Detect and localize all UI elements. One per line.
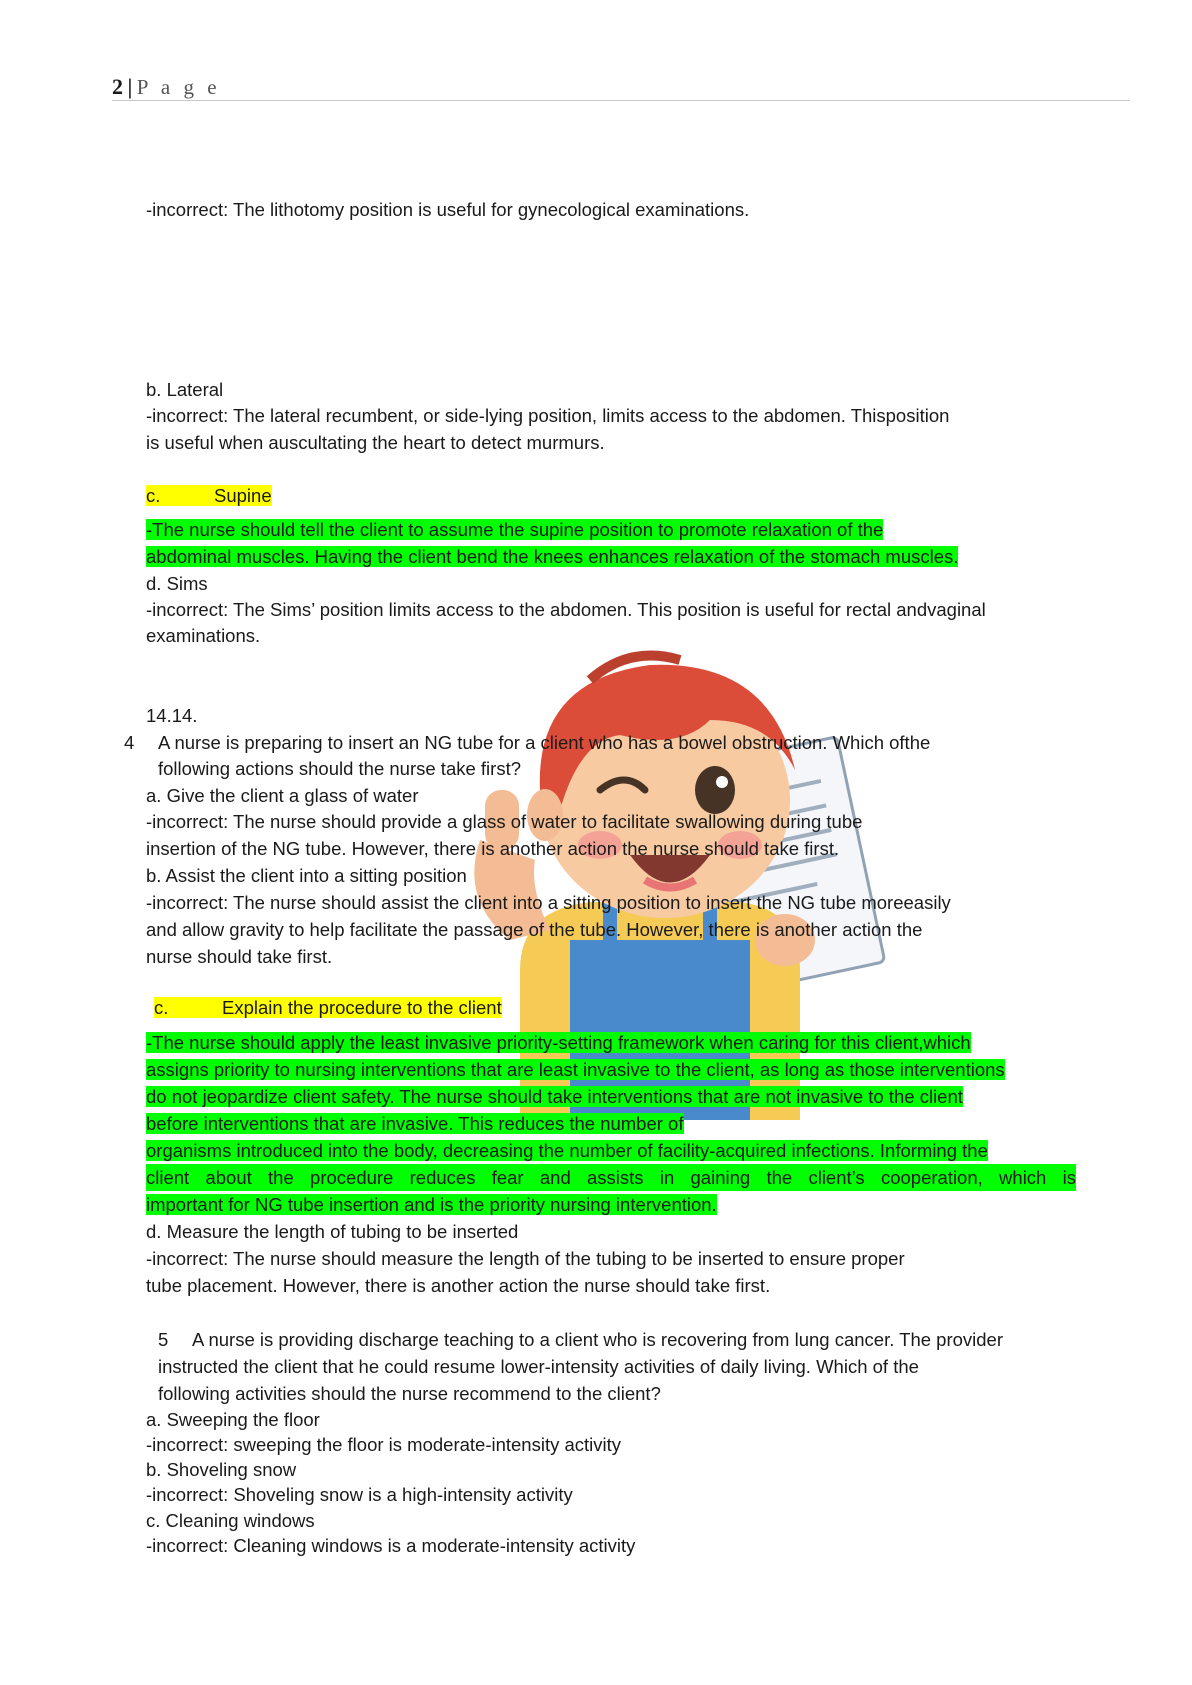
- q13-b-line1: -incorrect: The lateral recumbent, or side-lying position, limits access to the abdomen. Thisposition: [146, 405, 950, 426]
- page-header: [112, 74, 1130, 101]
- q15-b-line: -incorrect: Shoveling snow is a high-intensity activity: [146, 1484, 573, 1505]
- q15-stem-line2: instructed the client that he could resume lower-intensity activities of daily living. Which of the: [158, 1356, 919, 1377]
- q14-b-line1: -incorrect: The nurse should assist the client into a sitting position to insert the NG tube moreeasily: [146, 892, 951, 913]
- q14-c-expl1: -The nurse should apply the least invasive priority-setting framework when caring for this client,which: [146, 1032, 971, 1053]
- q14-d-line2: tube placement. However, there is another action the nurse should take first.: [146, 1275, 771, 1296]
- q13-option-b: b. Lateral: [146, 379, 224, 400]
- q13-c-expl2: abdominal muscles. Having the client bend the knees enhances relaxation of the stomach muscles.: [146, 546, 959, 567]
- page-separator: |: [127, 74, 133, 99]
- q15-c-line: -incorrect: Cleaning windows is a moderate-intensity activity: [146, 1535, 636, 1556]
- q14-c-expl6: client about the procedure reduces fear and assists in gaining the client’s cooperation, which is: [146, 1164, 1076, 1191]
- q14-c-text: Explain the procedure to the client: [222, 997, 502, 1018]
- q15-stem-line1: A nurse is providing discharge teaching to a client who is recovering from lung cancer. The provider: [192, 1329, 1004, 1350]
- q13-c-expl1: -The nurse should tell the client to assume the supine position to promote relaxation of the: [146, 519, 884, 540]
- q13-d-line2: examinations.: [146, 625, 261, 646]
- q14-stem-line2: following actions should the nurse take first?: [158, 758, 522, 779]
- q14-c-expl2: assigns priority to nursing interventions that are least invasive to the client, as long as those interventions: [146, 1059, 1005, 1080]
- q14-number-label: 14.14.: [146, 705, 198, 726]
- q14-option-d: d. Measure the length of tubing to be inserted: [146, 1221, 519, 1242]
- q14-option-c: [154, 994, 502, 1021]
- q15-option-a: a. Sweeping the floor: [146, 1409, 320, 1430]
- q13-option-d: d. Sims: [146, 573, 208, 594]
- q15-a-line: -incorrect: sweeping the floor is moderate-intensity activity: [146, 1434, 622, 1455]
- q14-option-a: a. Give the client a glass of water: [146, 785, 419, 806]
- q14-a-line2: insertion of the NG tube. However, there is another action the nurse should take first.: [146, 838, 840, 859]
- q14-c-expl4: before interventions that are invasive. This reduces the number of: [146, 1113, 684, 1134]
- q14-c-expl5: organisms introduced into the body, decreasing the number of facility-acquired infections. Informing the: [146, 1140, 988, 1161]
- q14-b-line3: nurse should take first.: [146, 946, 333, 967]
- q14-stem-line1: A nurse is preparing to insert an NG tube for a client who has a bowel obstruction. Which ofthe: [158, 732, 931, 753]
- q15-option-c: c. Cleaning windows: [146, 1510, 315, 1531]
- q14-c-letter: c.: [154, 997, 169, 1018]
- q14-c-expl3: do not jeopardize client safety. The nurse should take interventions that are not invasive to the client: [146, 1086, 963, 1107]
- page-word: P a g e: [136, 75, 221, 99]
- q13-prev-incorrect: -incorrect: The lithotomy position is useful for gynecological examinations.: [146, 199, 750, 220]
- q15-num: 5: [158, 1329, 169, 1350]
- q14-num: 4: [124, 732, 135, 753]
- q15-option-b: b. Shoveling snow: [146, 1459, 297, 1480]
- q14-a-line1: -incorrect: The nurse should provide a glass of water to facilitate swallowing during tube: [146, 811, 863, 832]
- q14-d-line1: -incorrect: The nurse should measure the length of the tubing to be inserted to ensure proper: [146, 1248, 905, 1269]
- q13-c-letter: c.: [146, 485, 161, 506]
- q13-c-text: Supine: [214, 485, 272, 506]
- q14-b-line2: and allow gravity to help facilitate the passage of the tube. However, there is another action the: [146, 919, 923, 940]
- q13-d-line1: -incorrect: The Sims’ position limits access to the abdomen. This position is useful for rectal andvaginal: [146, 599, 986, 620]
- q13-option-c: [146, 482, 272, 509]
- page-number: 2: [112, 74, 123, 99]
- q15-stem-line3: following activities should the nurse recommend to the client?: [158, 1383, 661, 1404]
- q14-option-b: b. Assist the client into a sitting position: [146, 865, 467, 886]
- q14-c-expl7: important for NG tube insertion and is the priority nursing intervention.: [146, 1194, 717, 1215]
- q13-b-line2: is useful when auscultating the heart to detect murmurs.: [146, 432, 605, 453]
